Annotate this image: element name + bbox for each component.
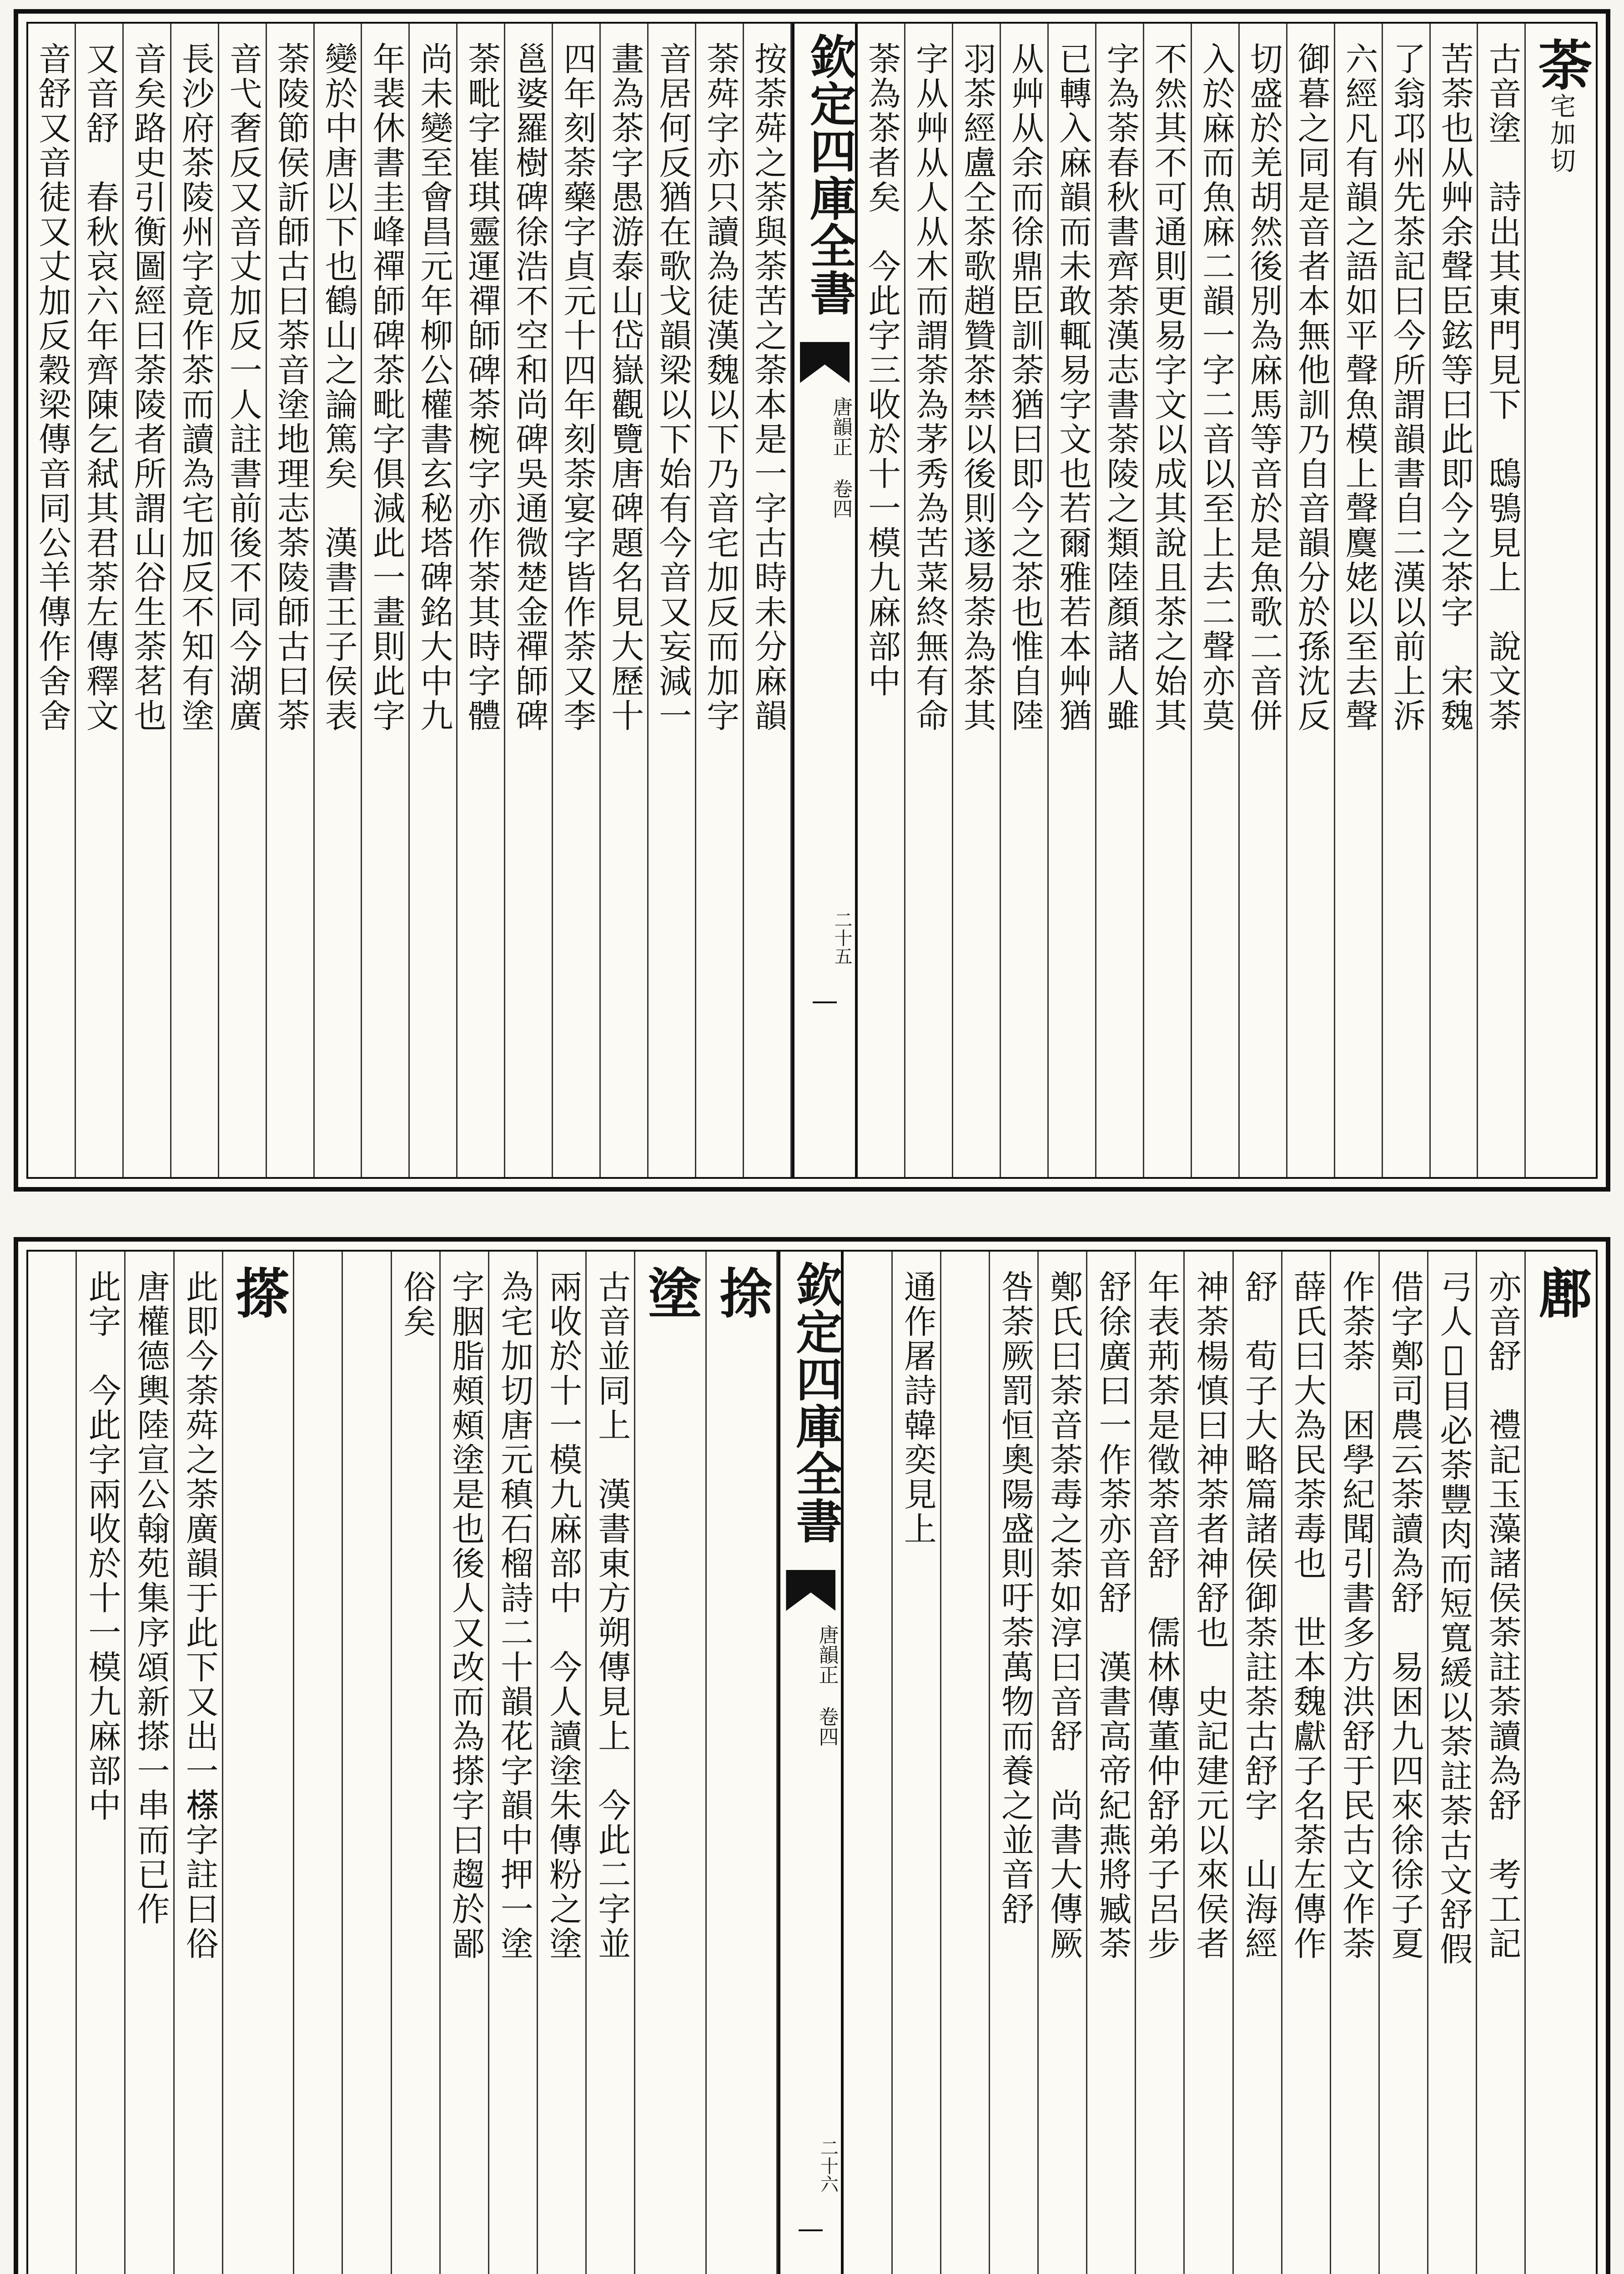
headword-char: 搽 — [226, 1265, 290, 1321]
text-column — [941, 1252, 990, 2274]
text-column: 了翁邛州先茶記曰今所謂韻書自二漢以前上泝 — [1383, 24, 1431, 1177]
text-column: 又音舒 春秋哀六年齊陳乞弒其君荼左傳釋文 — [76, 24, 124, 1177]
text-column: 亦音舒 禮記玉藻諸侯荼註荼讀為舒 考工記 — [1477, 1252, 1526, 2274]
headword-column — [1526, 1252, 1596, 2274]
text-column: 荼毗字崔琪靈運禪師碑荼椀字亦作荼其時字體 — [458, 24, 505, 1177]
headword-column — [1526, 24, 1596, 1177]
text-column: 邕婆羅樹碑徐浩不空和尚碑吳通微楚金禪師碑 — [505, 24, 553, 1177]
text-column: 古音並同上 漢書東方朔傳見上 今此二字並 — [587, 1252, 635, 2274]
text-column: 咎荼厥罰恒奧陽盛則吁荼萬物而養之並音舒 — [990, 1252, 1039, 2274]
text-column: 音舒又音徒又丈加反穀梁傳音同公羊傳作舍舍 — [28, 24, 76, 1177]
upper-page-columns — [28, 24, 1596, 1177]
text-column: 借字鄭司農云荼讀為舒 易困九四來徐徐子夏 — [1380, 1252, 1428, 2274]
text-column: 荼荈字亦只讀為徒漢魏以下乃音宅加反而加字 — [696, 24, 744, 1177]
text-column: 唐權德輿陸宣公翰苑集序頌新搽一串而已作 — [126, 1252, 174, 2274]
text-column: 不然其不可通則更易字文以成其說且茶之始其 — [1144, 24, 1192, 1177]
headword-column — [635, 1252, 707, 2274]
text-column: 音居何反猶在歌戈韻梁以下始有今音又妄減一 — [649, 24, 696, 1177]
banner-volume: 卷四 — [815, 1706, 839, 1746]
banner-book-title: 唐韻正 — [815, 1625, 839, 1685]
upper-page — [14, 9, 1610, 1192]
text-column: 此字 今此字兩收於十一模九麻部中 — [77, 1252, 126, 2274]
text-column: 苦荼也从艸余聲臣鉉等曰此即今之茶字 宋魏 — [1431, 24, 1478, 1177]
text-column: 入於麻而魚麻二韻一字二音以至上去二聲亦莫 — [1192, 24, 1240, 1177]
text-column: 音弋奢反又音丈加反一人註書前後不同今湖廣 — [219, 24, 267, 1177]
text-column: 鄭氏曰荼音荼毒之荼如淳曰音舒 尚書大傳厥 — [1039, 1252, 1087, 2274]
headword-column — [223, 1252, 295, 2274]
text-column: 切盛於羌胡然後別為麻馬等音於是魚歌二音併 — [1240, 24, 1287, 1177]
banner-volume: 卷四 — [829, 478, 853, 518]
headword-char: 荼 — [1529, 37, 1593, 93]
lower-page — [14, 1237, 1610, 2274]
text-column: 兩收於十一模九麻部中 今人讀塗朱傳粉之塗 — [538, 1252, 587, 2274]
fishtail-ornament — [786, 1570, 835, 1611]
headword-char: 鄌 — [1529, 1265, 1593, 1321]
text-column: 荼陵節侯訢師古曰荼音塗地理志荼陵師古曰荼 — [267, 24, 315, 1177]
text-column: 字从艸从人从木而謂荼為茅秀為苦菜終無有命 — [905, 24, 953, 1177]
banner-page-number: 二十六 — [817, 2138, 839, 2193]
text-column: 舒 荀子大略篇諸侯御荼註荼古舒字 山海經 — [1234, 1252, 1282, 2274]
text-column: 从艸从余而徐鼎臣訓荼猶曰即今之茶也惟自陸 — [1001, 24, 1049, 1177]
headword-pronunciation-note: 宅加切 — [1546, 93, 1576, 175]
lower-page-columns — [28, 1252, 1596, 2274]
text-column: 尚未變至會昌元年柳公權書玄秘塔碑銘大中九 — [410, 24, 458, 1177]
text-column — [844, 1252, 892, 2274]
center-banner — [778, 1252, 844, 2274]
text-column: 變於中唐以下也鶴山之論篤矣 漢書王子侯表 — [315, 24, 362, 1177]
text-column: 字胭脂頰頰塗是也後人又改而為搽字曰趨於鄙 — [441, 1252, 489, 2274]
headword-char: 塗 — [639, 1265, 702, 1321]
headword-char: 捈 — [710, 1265, 774, 1321]
text-column: 為宅加切唐元稹石榴詩二十韻花字韻中押一塗 — [489, 1252, 538, 2274]
banner-title: 欽定四庫全書 — [788, 1261, 843, 1545]
text-column: 長沙府茶陵州字竟作茶而讀為宅加反不知有塗 — [171, 24, 219, 1177]
text-column: 按荼荈之荼與荼苦之荼本是一字古時未分麻韻 — [744, 24, 792, 1177]
headword-column — [707, 1252, 778, 2274]
banner-book-title: 唐韻正 — [829, 397, 853, 457]
text-column: 年裴休書圭峰禪師碑茶毗字俱減此一畫則此字 — [362, 24, 410, 1177]
text-column — [343, 1252, 392, 2274]
text-column: 弓人𨄢目必荼豐肉而短寬緩以荼註荼古文舒假 — [1428, 1252, 1477, 2274]
fishtail-ornament — [800, 342, 850, 383]
text-column: 薛氏曰大為民荼毒也 世本魏獻子名荼左傳作 — [1282, 1252, 1331, 2274]
text-column: 古音塗 詩出其東門見下 鴟鴞見上 說文荼 — [1478, 24, 1526, 1177]
text-column: 俗矣 — [392, 1252, 441, 2274]
text-column: 已轉入麻韻而未敢輒易字文也若爾雅若本艸猶 — [1049, 24, 1096, 1177]
text-column: 四年刻荼藥字貞元十四年刻荼宴字皆作荼又李 — [553, 24, 601, 1177]
text-column: 羽茶經盧仝茶歌趙贊茶禁以後則遂易荼為茶其 — [953, 24, 1001, 1177]
text-column: 年表荊荼是徵荼音舒 儒林傳董仲舒弟子呂步 — [1136, 1252, 1185, 2274]
text-column: 御暮之同是音者本無他訓乃自音韻分於孫沈反 — [1287, 24, 1335, 1177]
text-column: 通作屠詩韓奕見上 — [893, 1252, 941, 2274]
text-column: 荼為茶者矣 今此字三收於十一模九麻部中 — [858, 24, 905, 1177]
text-column: 畫為茶字愚游泰山岱嶽觀覽唐碑題名見大歷十 — [601, 24, 649, 1177]
banner-rule — [799, 2229, 823, 2231]
text-column — [28, 1252, 77, 2274]
text-column: 字為荼春秋書齊荼漢志書荼陵之類陸顏諸人雖 — [1096, 24, 1144, 1177]
text-column — [294, 1252, 343, 2274]
text-column: 舒徐廣曰一作荼亦音舒 漢書高帝紀燕將臧荼 — [1087, 1252, 1136, 2274]
center-banner — [792, 24, 858, 1177]
text-column: 六經凡有韻之語如平聲魚模上聲麌姥以至去聲 — [1335, 24, 1383, 1177]
text-column: 作荼荼 困學紀聞引書多方洪舒于民古文作荼 — [1331, 1252, 1380, 2274]
text-column: 此即今荼荈之荼廣韻于此下又出一𣘻字註曰俗 — [175, 1252, 223, 2274]
banner-page-number: 二十五 — [831, 911, 853, 965]
banner-title: 欽定四庫全書 — [802, 33, 857, 317]
text-column: 神荼楊慎曰神荼者神舒也 史記建元以來侯者 — [1185, 1252, 1233, 2274]
banner-rule — [813, 1001, 837, 1003]
text-column: 音矣路史引衡圖經曰荼陵者所謂山谷生荼茗也 — [124, 24, 171, 1177]
